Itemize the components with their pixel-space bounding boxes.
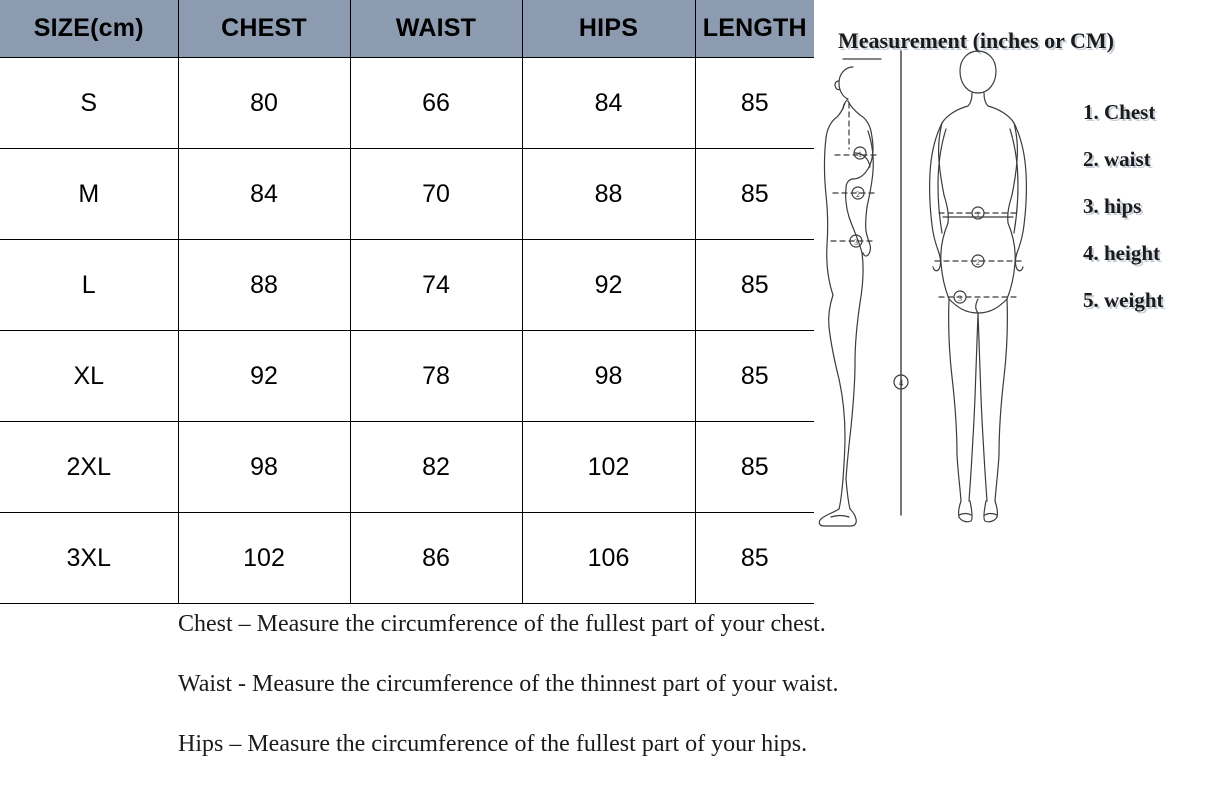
cell-hips: 84 — [522, 58, 695, 149]
cell-waist: 74 — [350, 240, 522, 331]
table-row — [0, 58, 814, 149]
legend-item-chest: 1. Chest — [1083, 100, 1156, 124]
column-header-length: LENGTH — [695, 0, 814, 58]
cell-waist: 70 — [350, 149, 522, 240]
cell-size: 3XL — [0, 513, 178, 604]
svg-text:2: 2 — [856, 190, 860, 199]
cell-length: 85 — [695, 149, 814, 240]
table-row — [0, 149, 814, 240]
note-hips: Hips – Measure the circumference of the fullest part of your hips. — [178, 731, 808, 757]
cell-hips: 88 — [522, 149, 695, 240]
cell-hips: 98 — [522, 331, 695, 422]
cell-hips: 92 — [522, 240, 695, 331]
legend-item-waist: 2. waist — [1083, 147, 1151, 171]
cell-waist: 86 — [350, 513, 522, 604]
cell-length: 85 — [695, 422, 814, 513]
measurement-title: Measurement (inches or CM) — [838, 28, 1114, 53]
note-chest: Chest – Measure the circumference of the fullest part of your chest. — [178, 611, 826, 637]
svg-text:3: 3 — [854, 238, 858, 247]
cell-waist: 78 — [350, 331, 522, 422]
column-header-chest: CHEST — [178, 0, 350, 58]
table-row — [0, 331, 814, 422]
cell-length: 85 — [695, 58, 814, 149]
measurement-diagram-panel — [815, 0, 1226, 580]
column-header-hips: HIPS — [522, 0, 695, 58]
cell-size: 2XL — [0, 422, 178, 513]
body-figures-illustration — [815, 45, 1075, 535]
cell-chest: 92 — [178, 331, 350, 422]
svg-text:4: 4 — [898, 378, 904, 388]
svg-text:1: 1 — [858, 150, 862, 159]
legend-item-hips: 3. hips — [1083, 194, 1142, 218]
cell-chest: 84 — [178, 149, 350, 240]
cell-length: 85 — [695, 513, 814, 604]
legend-item-height: 4. height — [1083, 241, 1161, 265]
svg-text:3: 3 — [958, 294, 962, 303]
cell-waist: 66 — [350, 58, 522, 149]
cell-chest: 98 — [178, 422, 350, 513]
table-row — [0, 422, 814, 513]
cell-size: XL — [0, 331, 178, 422]
cell-length: 85 — [695, 331, 814, 422]
table-row — [0, 240, 814, 331]
cell-size: L — [0, 240, 178, 331]
cell-size: S — [0, 58, 178, 149]
cell-hips: 106 — [522, 513, 695, 604]
measurement-instructions — [178, 612, 1178, 792]
note-waist: Waist - Measure the circumference of the thinnest part of your waist. — [178, 671, 839, 697]
table-header-row — [0, 0, 814, 58]
measurement-legend — [1083, 100, 1226, 335]
svg-text:2: 2 — [976, 258, 980, 267]
svg-text:1: 1 — [976, 210, 980, 219]
legend-item-weight: 5. weight — [1083, 288, 1164, 312]
table-row — [0, 513, 814, 604]
cell-hips: 102 — [522, 422, 695, 513]
cell-size: M — [0, 149, 178, 240]
column-header-size: SIZE(cm) — [0, 0, 178, 58]
cell-waist: 82 — [350, 422, 522, 513]
column-header-waist: WAIST — [350, 0, 522, 58]
cell-chest: 102 — [178, 513, 350, 604]
cell-chest: 80 — [178, 58, 350, 149]
cell-chest: 88 — [178, 240, 350, 331]
cell-length: 85 — [695, 240, 814, 331]
